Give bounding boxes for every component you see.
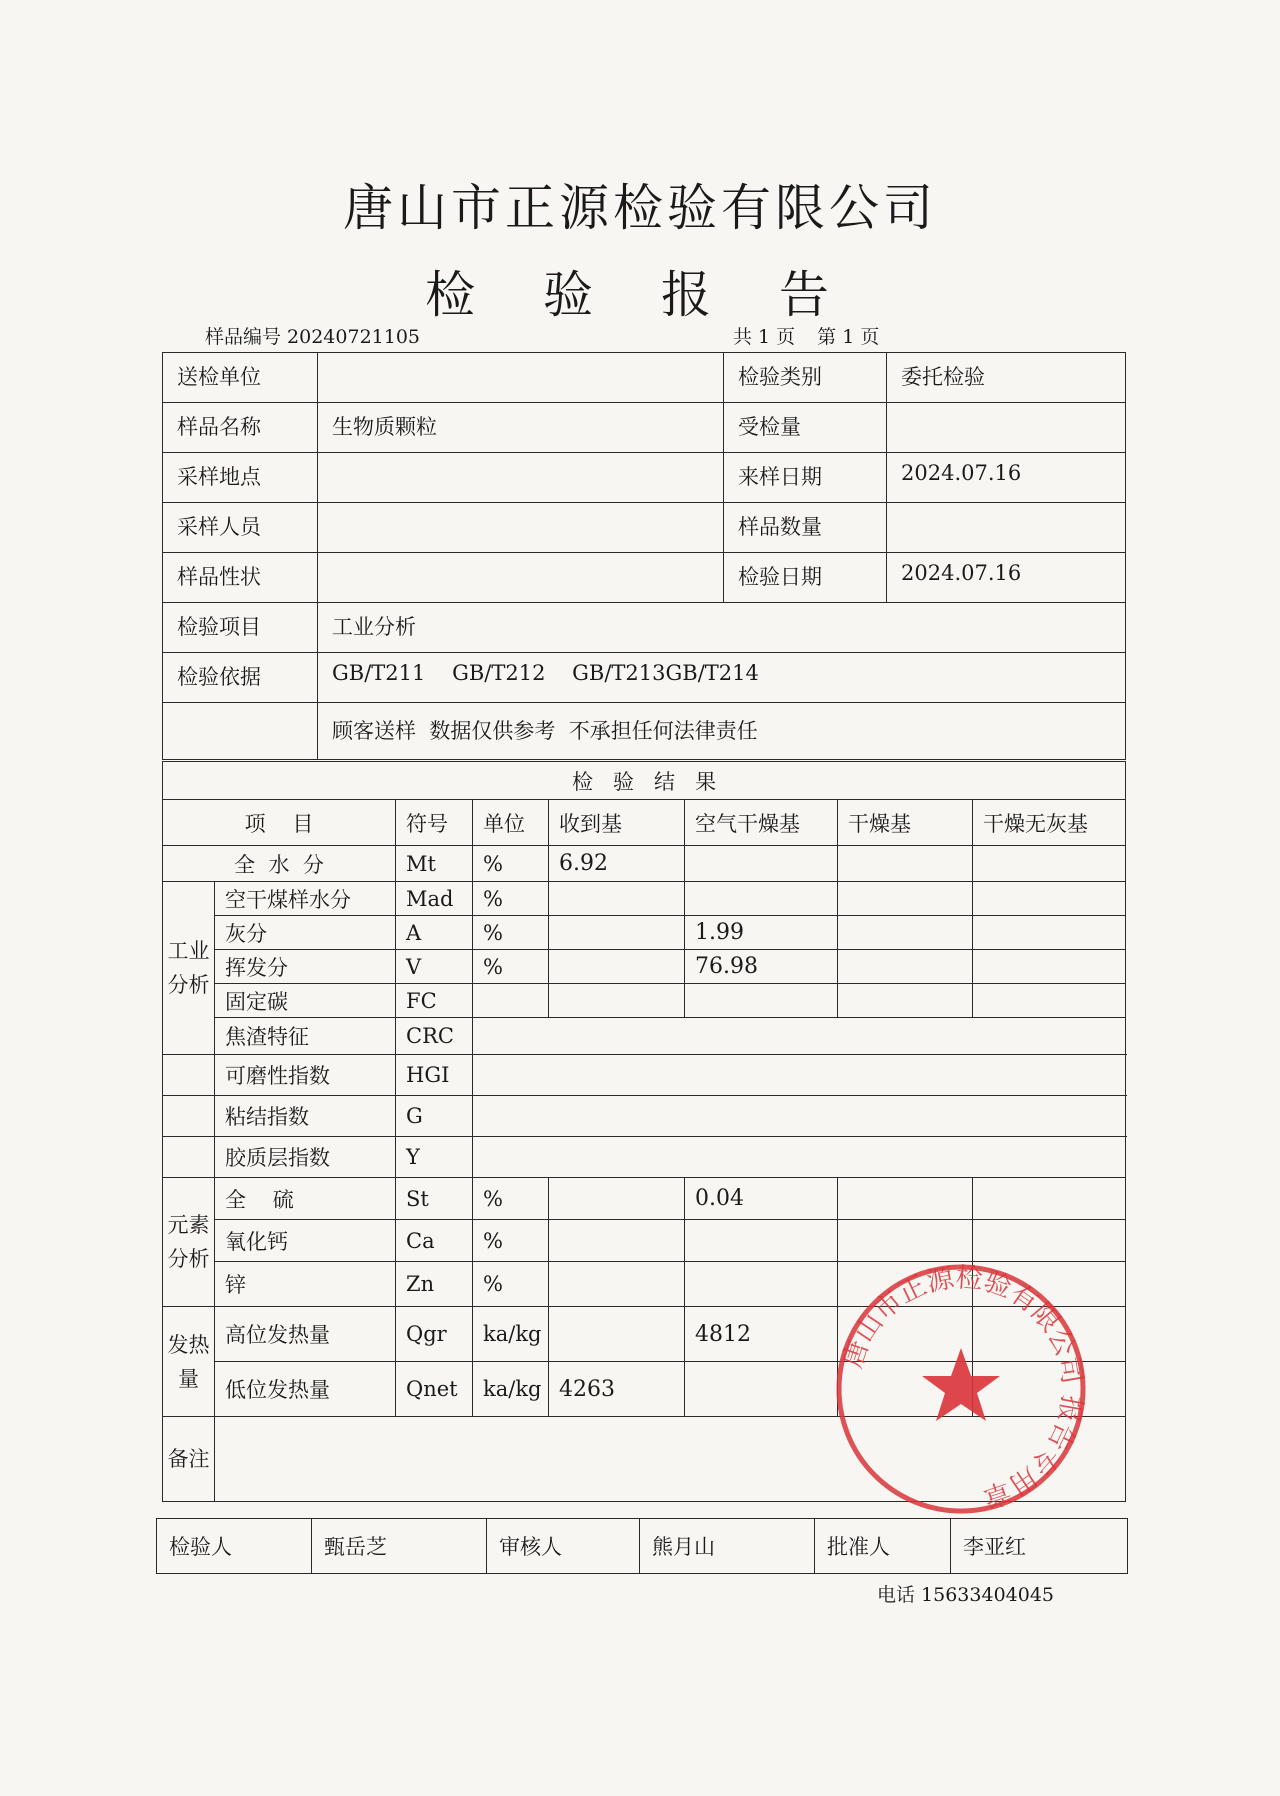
header-item: 项 目 <box>163 800 396 846</box>
basis-value: GB/T211 GB/T212 GB/T213GB/T214 <box>318 653 1126 703</box>
table-row <box>163 916 1126 950</box>
heat-symbol: Qgr <box>396 1307 473 1362</box>
test-date-label: 检验日期 <box>724 553 887 603</box>
property-value <box>318 553 724 603</box>
submitter-label: 送检单位 <box>163 353 318 403</box>
table-row <box>163 950 1126 984</box>
disclaimer-label-cell <box>163 703 318 760</box>
table-row <box>163 1096 1126 1137</box>
total-pages: 共 1 页 <box>733 326 796 348</box>
element-symbol: Ca <box>396 1220 473 1262</box>
heat-symbol: Qnet <box>396 1362 473 1417</box>
property-label: 样品性状 <box>163 553 318 603</box>
sample-count-value <box>887 503 1126 553</box>
element-name: 氧化钙 <box>215 1220 396 1262</box>
heat-ad: 4812 <box>685 1307 838 1362</box>
proximate-group-label: 工业分析 <box>163 882 215 1055</box>
total-moisture-d <box>838 846 973 882</box>
header-air-dried: 空气干燥基 <box>685 800 838 846</box>
submitter-value <box>318 353 724 403</box>
element-unit: % <box>473 1220 549 1262</box>
proximate-d <box>838 984 973 1018</box>
element-ad <box>685 1220 838 1262</box>
empty-group-cell <box>163 1096 215 1137</box>
heat-group-label: 发热量 <box>163 1307 215 1417</box>
proximate-unit: % <box>473 882 549 916</box>
element-group-label: 元素分析 <box>163 1178 215 1307</box>
table-row <box>163 1178 1126 1220</box>
basis-label: 检验依据 <box>163 653 318 703</box>
proximate-ar <box>549 950 685 984</box>
remarks-label: 备注 <box>163 1417 215 1502</box>
signature-table <box>156 1518 1128 1574</box>
item-label: 检验项目 <box>163 603 318 653</box>
sample-name-label: 样品名称 <box>163 403 318 453</box>
page-info <box>733 322 901 349</box>
quantity-value <box>887 403 1126 453</box>
proximate-ad: 1.99 <box>685 916 838 950</box>
total-moisture-daf <box>973 846 1126 882</box>
other-name: 可磨性指数 <box>215 1055 396 1096</box>
table-row <box>163 1137 1126 1178</box>
header-as-received: 收到基 <box>549 800 685 846</box>
seal-text: 唐山市正源检验有限公司 报告专用章 <box>837 1262 1088 1513</box>
element-daf <box>973 1178 1126 1220</box>
table-row <box>163 1220 1126 1262</box>
proximate-daf <box>973 984 1126 1018</box>
header-dry: 干燥基 <box>838 800 973 846</box>
sample-count-label: 样品数量 <box>724 503 887 553</box>
test-date-value: 2024.07.16 <box>887 553 1126 603</box>
total-moisture-name: 全 水 分 <box>163 846 396 882</box>
proximate-symbol: V <box>396 950 473 984</box>
proximate-name: 灰分 <box>215 916 396 950</box>
quantity-label: 受检量 <box>724 403 887 453</box>
element-unit: % <box>473 1262 549 1307</box>
sampler-label: 采样人员 <box>163 503 318 553</box>
heat-unit: ka/kg <box>473 1362 549 1417</box>
arrival-date-value: 2024.07.16 <box>887 453 1126 503</box>
report-title: 检 验 报 告 <box>425 266 855 324</box>
other-name: 胶质层指数 <box>215 1137 396 1178</box>
inspector-name: 甄岳芝 <box>312 1519 487 1574</box>
official-seal <box>832 1260 1090 1518</box>
proximate-name: 挥发分 <box>215 950 396 984</box>
proximate-symbol: A <box>396 916 473 950</box>
arrival-date-label: 来样日期 <box>724 453 887 503</box>
other-symbol: G <box>396 1096 473 1137</box>
proximate-symbol: CRC <box>396 1018 473 1055</box>
proximate-name: 焦渣特征 <box>215 1018 396 1055</box>
heat-ar: 4263 <box>549 1362 685 1417</box>
star-icon <box>922 1348 1000 1421</box>
proximate-d <box>838 882 973 916</box>
proximate-ar <box>549 984 685 1018</box>
approver-label: 批准人 <box>815 1519 951 1574</box>
proximate-unit: % <box>473 950 549 984</box>
table-row <box>163 1018 1126 1055</box>
proximate-daf <box>973 882 1126 916</box>
table-row <box>163 984 1126 1018</box>
element-daf <box>973 1220 1126 1262</box>
element-ad <box>685 1262 838 1307</box>
reviewer-name: 熊月山 <box>640 1519 815 1574</box>
other-name: 粘结指数 <box>215 1096 396 1137</box>
element-d <box>838 1178 973 1220</box>
location-value <box>318 453 724 503</box>
element-ad: 0.04 <box>685 1178 838 1220</box>
proximate-name: 固定碳 <box>215 984 396 1018</box>
heat-ad <box>685 1362 838 1417</box>
header-unit: 单位 <box>473 800 549 846</box>
total-moisture-symbol: Mt <box>396 846 473 882</box>
header-symbol: 符号 <box>396 800 473 846</box>
heat-name: 低位发热量 <box>215 1362 396 1417</box>
info-table <box>162 352 1126 760</box>
proximate-ad: 76.98 <box>685 950 838 984</box>
heat-unit: ka/kg <box>473 1307 549 1362</box>
total-moisture-unit: % <box>473 846 549 882</box>
element-d <box>838 1220 973 1262</box>
proximate-ad <box>685 984 838 1018</box>
heat-name: 高位发热量 <box>215 1307 396 1362</box>
location-label: 采样地点 <box>163 453 318 503</box>
proximate-unit: % <box>473 916 549 950</box>
proximate-symbol: Mad <box>396 882 473 916</box>
proximate-ar <box>549 916 685 950</box>
total-moisture-ad <box>685 846 838 882</box>
table-row <box>163 846 1126 882</box>
element-name: 全 硫 <box>215 1178 396 1220</box>
company-name: 唐山市正源检验有限公司 <box>343 179 937 237</box>
proximate-d <box>838 916 973 950</box>
approver-name: 李亚红 <box>951 1519 1128 1574</box>
element-ar <box>549 1178 685 1220</box>
proximate-d <box>838 950 973 984</box>
proximate-name: 空干煤样水分 <box>215 882 396 916</box>
other-symbol: Y <box>396 1137 473 1178</box>
proximate-value <box>473 1018 1126 1055</box>
empty-group-cell <box>163 1137 215 1178</box>
element-ar <box>549 1220 685 1262</box>
inspector-label: 检验人 <box>157 1519 312 1574</box>
element-ar <box>549 1262 685 1307</box>
proximate-daf <box>973 950 1126 984</box>
results-title: 检 验 结 果 <box>163 762 1126 800</box>
element-name: 锌 <box>215 1262 396 1307</box>
table-row <box>163 1055 1126 1096</box>
proximate-unit <box>473 984 549 1018</box>
proximate-ar <box>549 882 685 916</box>
item-value: 工业分析 <box>318 603 1126 653</box>
sample-name-value: 生物质颗粒 <box>318 403 724 453</box>
disclaimer: 顾客送样 数据仅供参考 不承担任何法律责任 <box>318 703 1126 760</box>
proximate-ad <box>685 882 838 916</box>
other-value <box>473 1137 1126 1178</box>
sampler-value <box>318 503 724 553</box>
reviewer-label: 审核人 <box>487 1519 640 1574</box>
total-moisture-ar: 6.92 <box>549 846 685 882</box>
heat-ar <box>549 1307 685 1362</box>
other-value <box>473 1096 1126 1137</box>
empty-group-cell <box>163 1055 215 1096</box>
proximate-daf <box>973 916 1126 950</box>
inspection-type-value: 委托检验 <box>887 353 1126 403</box>
sample-number: 样品编号 20240721105 <box>205 326 421 348</box>
table-row <box>163 882 1126 916</box>
proximate-symbol: FC <box>396 984 473 1018</box>
other-symbol: HGI <box>396 1055 473 1096</box>
element-unit: % <box>473 1178 549 1220</box>
inspection-type-label: 检验类别 <box>724 353 887 403</box>
current-page: 第 1 页 <box>817 326 880 348</box>
header-daf: 干燥无灰基 <box>973 800 1126 846</box>
other-value <box>473 1055 1126 1096</box>
contact-phone: 电话 15633404045 <box>877 1584 1055 1606</box>
element-symbol: Zn <box>396 1262 473 1307</box>
element-symbol: St <box>396 1178 473 1220</box>
